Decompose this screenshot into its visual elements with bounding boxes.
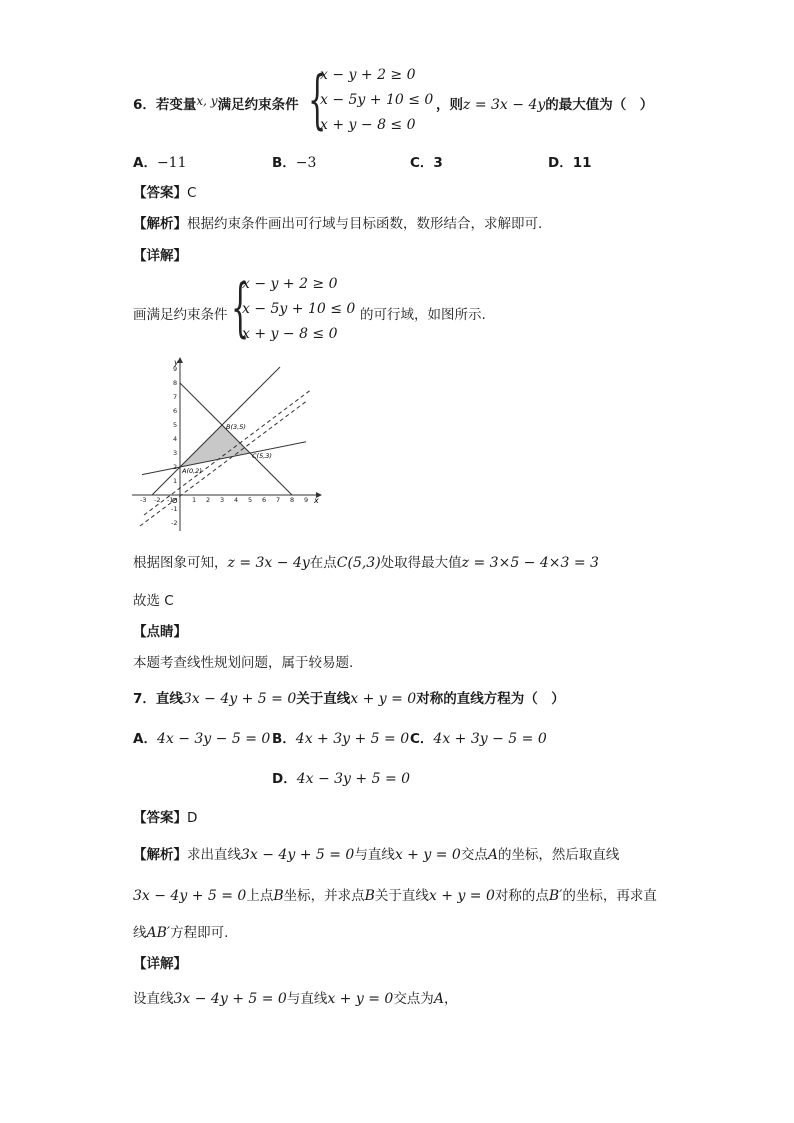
- q7-detail-line-1: 设直线3x − 4y + 5 = 0与直线x + y = 0交点为A，: [133, 991, 458, 1007]
- objective-line-1: [140, 400, 308, 526]
- x-tick: 4: [234, 496, 239, 504]
- q7-stem: 7．直线3x − 4y + 5 = 0关于直线x + y = 0对称的直线方程为（ ）: [133, 691, 565, 707]
- q7-analysis-line-3: 线AB′方程即可.: [133, 925, 229, 941]
- x-tick: -2: [154, 496, 161, 504]
- q7-option-b: B．4x + 3y + 5 = 0: [272, 731, 410, 747]
- q6-detail-post: 的可行域，如图所示.: [360, 307, 486, 323]
- x-tick-labels: [140, 496, 308, 504]
- q6-option-b: B．−3: [272, 155, 317, 171]
- line-x-plus-y-minus-8: [180, 383, 292, 495]
- x-tick: 7: [276, 496, 281, 504]
- q6-comment-tag: 【点睛】: [133, 624, 187, 640]
- q7-analysis-line-2: 3x − 4y + 5 = 0上点B坐标，并求点B关于直线x + y = 0对称的点B′的坐标，再求直: [133, 888, 657, 904]
- q6-choose: 故选 C: [133, 593, 174, 609]
- q6-cond-label: 满足约束条件: [217, 97, 299, 113]
- y-tick: 5: [173, 421, 178, 429]
- q7-option-c: C．4x + 3y − 5 = 0: [410, 731, 547, 747]
- x-tick: 8: [290, 496, 295, 504]
- x-axis-label: x: [314, 496, 319, 505]
- x-tick: 3: [220, 496, 225, 504]
- x-tick: -1: [167, 496, 174, 504]
- q6-comment: 本题考查线性规划问题，属于较易题.: [133, 655, 354, 671]
- y-tick: 9: [173, 365, 178, 373]
- point-a-label: A(0,2): [182, 467, 202, 475]
- q6-conclusion: 根据图象可知，z = 3x − 4y在点C(5,3)处取得最大值z = 3×5 − 4×3 = 3: [133, 555, 599, 571]
- q6-constraint-1: x − y + 2 ≥ 0: [320, 67, 416, 83]
- y-tick: 8: [173, 379, 178, 387]
- q6-answer: 【答案】C: [133, 185, 197, 201]
- q7-option-d: D．4x − 3y + 5 = 0: [272, 771, 411, 787]
- y-tick: -2: [171, 519, 178, 527]
- q6-detail-constraint-3: x + y − 8 ≤ 0: [242, 326, 338, 342]
- y-tick: -1: [171, 505, 178, 513]
- q6-number: 6．: [133, 97, 156, 113]
- x-tick: 9: [304, 496, 309, 504]
- q7-analysis-line-1: 【解析】求出直线3x − 4y + 5 = 0与直线x + y = 0交点A的坐标，然后取直线: [133, 847, 620, 863]
- q6-tail: 的最大值为（ ）: [545, 97, 654, 113]
- feasible-region-graph: [130, 355, 330, 535]
- y-tick: 4: [173, 435, 178, 443]
- y-tick: 1: [173, 477, 178, 485]
- q6-constraint-3: x + y − 8 ≤ 0: [320, 117, 416, 133]
- y-axis-label: y: [174, 358, 179, 367]
- q6-detail-tag: 【详解】: [133, 248, 187, 264]
- q7-option-a: A．4x − 3y − 5 = 0: [133, 731, 271, 747]
- y-tick: 3: [173, 449, 178, 457]
- q6-detail-brace: {: [231, 271, 250, 345]
- q6-objective: z = 3x − 4y: [463, 97, 546, 113]
- x-tick: 2: [206, 496, 211, 504]
- y-tick: 7: [173, 393, 178, 401]
- point-b-label: B(3,5): [226, 423, 246, 431]
- x-tick: 5: [248, 496, 253, 504]
- point-c-label: C(5,3): [252, 452, 272, 460]
- q7-answer: 【答案】D: [133, 810, 198, 826]
- x-tick: -3: [140, 496, 147, 504]
- objective-line-2: [144, 389, 312, 515]
- q6-constraint-2: x − 5y + 10 ≤ 0: [320, 92, 434, 108]
- q6-detail-constraint-1: x − y + 2 ≥ 0: [242, 276, 338, 292]
- q6-detail-pre: 画满足约束条件: [133, 307, 228, 323]
- q6-option-a: A．−11: [133, 155, 187, 171]
- q6-vars: x, y: [196, 94, 218, 108]
- y-tick: 6: [173, 407, 178, 415]
- y-tick: 2: [173, 463, 178, 471]
- q6-option-d: D．11: [548, 155, 592, 171]
- q6-option-c: C．3: [410, 155, 443, 171]
- q6-stem: [133, 93, 299, 113]
- q6-stem-tail: [436, 93, 653, 113]
- q6-analysis: 【解析】根据约束条件画出可行域与目标函数，数形结合，求解即可.: [133, 216, 543, 232]
- q6-detail-constraint-2: x − 5y + 10 ≤ 0: [242, 301, 356, 317]
- q7-detail-tag: 【详解】: [133, 956, 187, 972]
- q6-then: ，则: [436, 97, 463, 113]
- q6-brace: {: [308, 63, 327, 137]
- x-tick: 1: [192, 496, 197, 504]
- origin-label: O: [172, 497, 178, 505]
- x-tick: 6: [262, 496, 267, 504]
- line-x-y-plus-2: [152, 367, 280, 495]
- q6-lead: 若变量: [155, 97, 197, 113]
